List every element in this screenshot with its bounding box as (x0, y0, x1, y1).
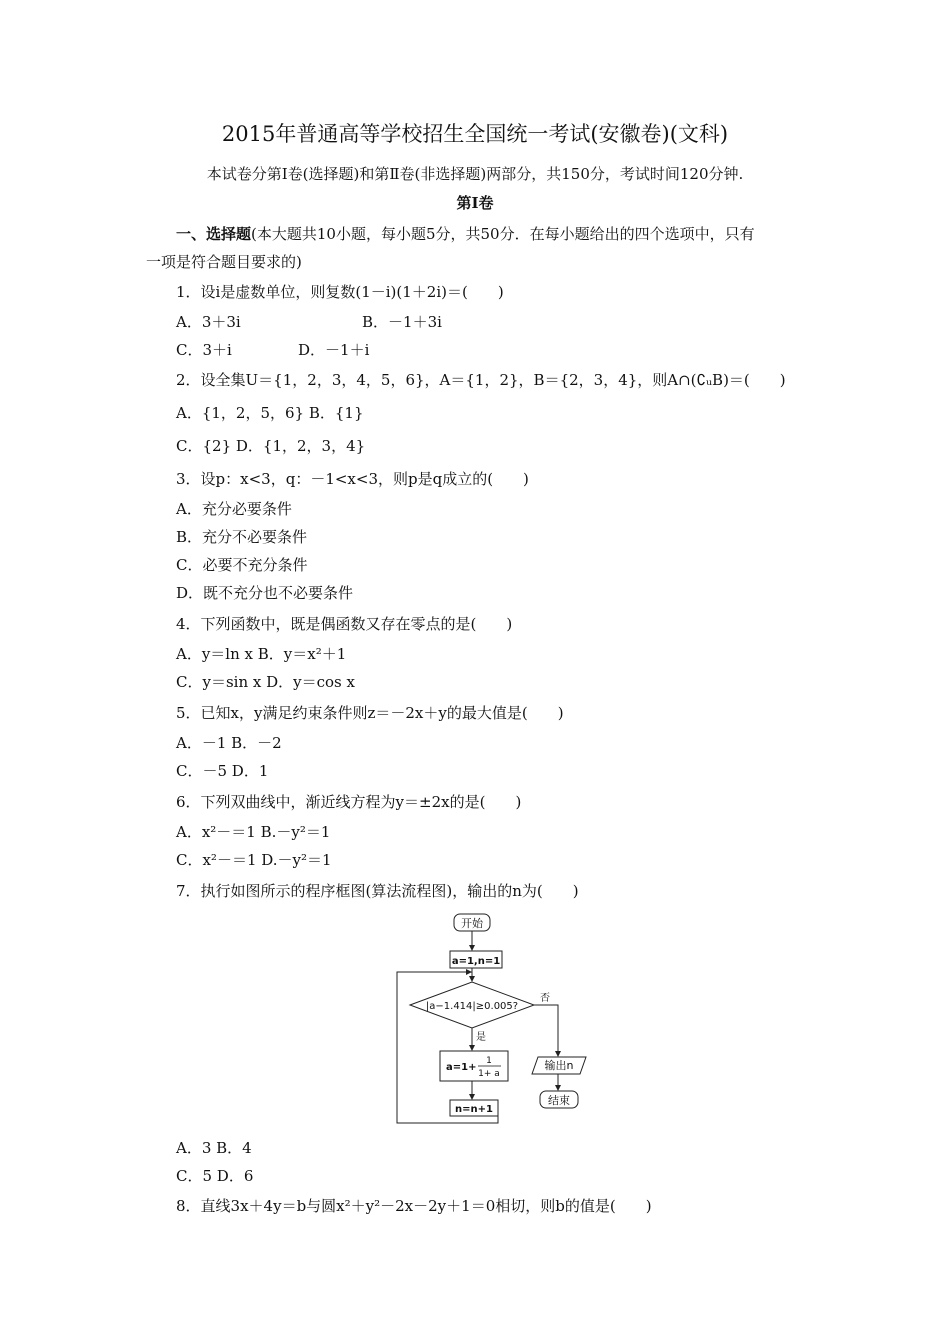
question-4-options-ab: A．y＝ln x B．y＝x²＋1 (176, 645, 347, 663)
flowchart-no-label: 否 (540, 993, 550, 1004)
question-7-options-ab: A．3 B．4 (176, 1139, 252, 1157)
flowchart-increment-label: n=n+1 (455, 1104, 493, 1115)
question-1-option-c: C．3＋i (176, 341, 232, 359)
flowchart-end-label: 结束 (548, 1094, 570, 1107)
question-8-stem: 8．直线3x＋4y＝b与圆x²＋y²－2x－2y＋1＝0相切，则b的值是( ) (176, 1197, 652, 1215)
question-1-option-d: D．－1＋i (298, 341, 370, 359)
flowchart-condition-label: |a−1.414|≥0.005? (425, 1001, 519, 1012)
question-5-options-cd: C．－5 D．1 (176, 762, 269, 780)
program-flowchart (390, 908, 600, 1130)
question-7-options-cd: C．5 D．6 (176, 1167, 254, 1185)
question-4-options-cd: C．y＝sin x D．y＝cos x (176, 673, 355, 691)
question-6-stem: 6．下列双曲线中，渐近线方程为y＝±2x的是( ) (176, 793, 522, 811)
question-1-stem: 1．设i是虚数单位，则复数(1－i)(1＋2i)＝( ) (176, 283, 504, 301)
question-3-option-c: C．必要不充分条件 (176, 556, 308, 574)
flowchart-output-label: 输出n (544, 1059, 574, 1072)
flowchart-init-label: a=1,n=1 (451, 956, 501, 967)
question-3-option-d: D．既不充分也不必要条件 (176, 584, 354, 602)
exam-intro: 本试卷分第Ⅰ卷(选择题)和第Ⅱ卷(非选择题)两部分，共150分，考试时间120分钟. (206, 165, 744, 183)
flowchart-frac-num: 1 (486, 1056, 492, 1066)
question-4-stem: 4．下列函数中，既是偶函数又存在零点的是( ) (176, 615, 513, 633)
flowchart-start-label: 开始 (461, 917, 483, 930)
question-3-stem: 3．设p：x<3，q：－1<x<3，则p是q成立的( ) (176, 470, 529, 488)
section-desc: (本大题共10小题，每小题5分，共50分．在每小题给出的四个选项中，只有 (251, 225, 755, 243)
flowchart-frac-den: 1+ a (478, 1069, 500, 1079)
section-heading: 一、选择题 (176, 225, 252, 243)
question-1-option-b: B．－1＋3i (362, 313, 442, 331)
question-3-option-b: B．充分不必要条件 (176, 528, 308, 546)
section-desc-line-2: 一项是符合题目要求的) (146, 253, 302, 271)
flowchart-yes-label: 是 (476, 1032, 486, 1043)
section-desc-line-1 (176, 224, 755, 244)
question-2-options-ab: A．{1，2，5，6} B．{1} (176, 404, 364, 422)
question-6-options-cd: C．x²－＝1 D.－y²＝1 (176, 851, 332, 869)
flowchart-assign-label: a=1+ (446, 1062, 477, 1073)
part-heading: 第Ⅰ卷 (456, 194, 494, 212)
question-5-stem: 5．已知x，y满足约束条件则z＝－2x＋y的最大值是( ) (176, 704, 564, 722)
question-2-options-cd: C．{2} D．{1，2，3，4} (176, 437, 366, 455)
question-1-option-a: A．3＋3i (176, 313, 241, 331)
question-5-options-ab: A．－1 B．－2 (176, 734, 282, 752)
question-7-stem: 7．执行如图所示的程序框图(算法流程图)，输出的n为( ) (176, 882, 579, 900)
question-2-stem: 2．设全集U＝{1，2，3，4，5，6}，A＝{1，2}，B＝{2，3，4}，则A∩(∁ᵤB)＝( ) (176, 371, 786, 389)
exam-title: 2015年普通高等学校招生全国统一考试(安徽卷)(文科) (221, 122, 729, 146)
question-6-options-ab: A．x²－＝1 B.－y²＝1 (176, 823, 331, 841)
question-3-option-a: A．充分必要条件 (176, 500, 292, 518)
